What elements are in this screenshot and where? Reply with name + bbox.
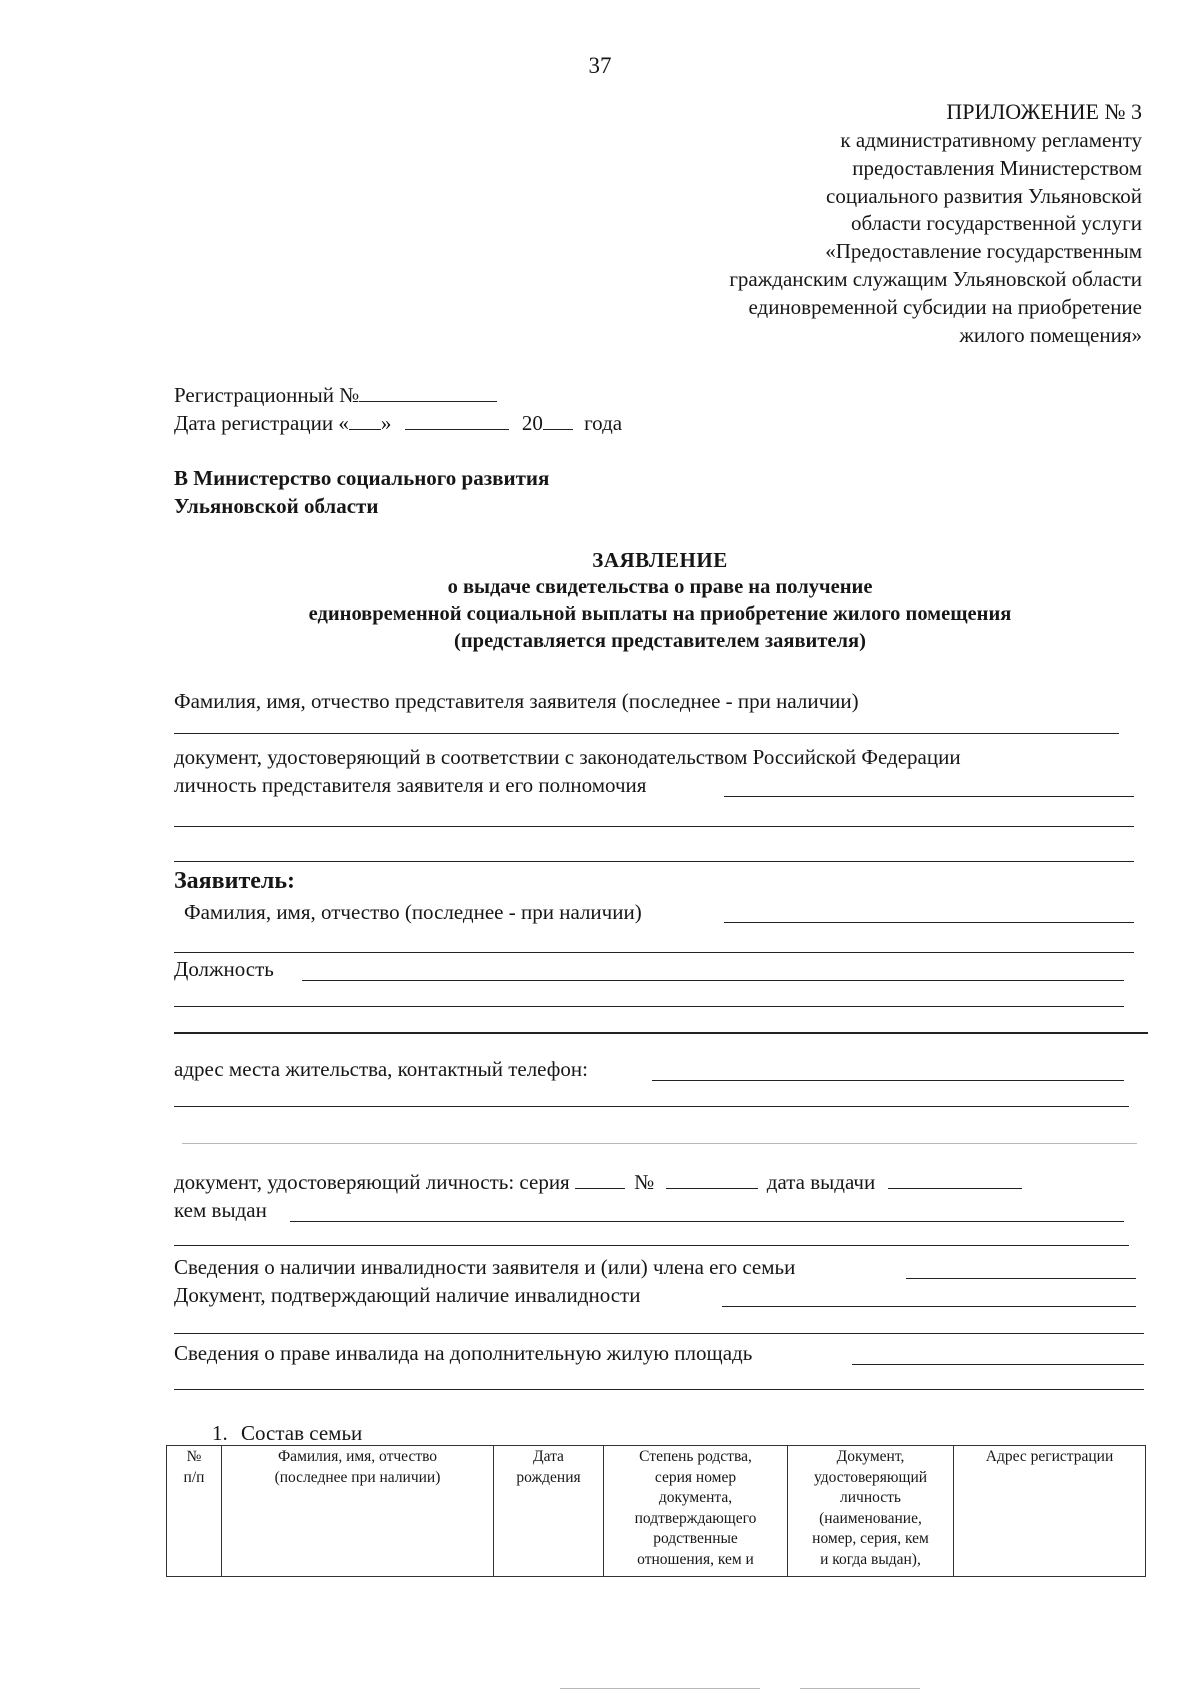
addressee-line2: Ульяновской области (174, 494, 379, 518)
registration-number-row (174, 381, 497, 409)
extra-space-field[interactable] (852, 1364, 1144, 1365)
applicant-address-extra-line[interactable] (174, 1106, 1129, 1107)
registration-year-field[interactable] (543, 411, 573, 430)
appendix-heading: ПРИЛОЖЕНИЕ № 3 (946, 99, 1142, 124)
header-line: (последнее при наличии) (274, 1468, 441, 1486)
representative-doc-field[interactable] (724, 796, 1134, 797)
appendix-line: единовременной субсидии на приобретение (748, 294, 1142, 319)
applicant-position-field[interactable] (302, 980, 1124, 981)
registration-quote-close: » (380, 411, 392, 435)
applicant-name-field[interactable] (724, 922, 1134, 923)
header-line: № (186, 1448, 202, 1465)
representative-name-label: Фамилия, имя, отчество представителя заявителя (последнее - при наличии) (174, 689, 859, 713)
applicant-address-extra-line[interactable] (182, 1143, 1137, 1144)
registration-day-field[interactable] (349, 411, 381, 430)
header-line: документа, (658, 1489, 733, 1506)
header-line: Адрес регистрации (985, 1448, 1114, 1465)
applicant-name-label: Фамилия, имя, отчество (последнее - при наличии) (184, 900, 642, 924)
extra-space-label: Сведения о праве инвалида на дополнительную жилую площадь (174, 1341, 753, 1365)
title-line2: о выдаче свидетельства о праве на получение (447, 576, 873, 598)
section-divider (174, 1032, 1148, 1034)
header-line: номер, серия, кем (812, 1530, 929, 1547)
representative-doc-line2: личность представителя заявителя и его полномочия (174, 773, 647, 797)
header-line: серия номер (654, 1468, 737, 1486)
scan-artifact-line (560, 1688, 760, 1689)
applicant-id-date-field[interactable] (888, 1170, 1022, 1189)
family-heading (212, 1419, 362, 1447)
scan-artifact-line (800, 1688, 920, 1689)
family-col-name (222, 1446, 494, 1577)
title-block (160, 546, 1160, 655)
registration-date-row (174, 409, 622, 437)
applicant-id-number-field[interactable] (666, 1170, 758, 1189)
appendix-line: к административному регламенту (840, 128, 1142, 152)
page-number: 37 (588, 53, 612, 78)
header-line: личность (840, 1489, 901, 1506)
title-line3: единовременной социальной выплаты на приобретение жилого помещения (308, 603, 1012, 625)
header-line: Документ, (836, 1448, 905, 1465)
header-line: удостоверяющий (813, 1468, 928, 1486)
representative-doc-extra-line[interactable] (174, 826, 1134, 827)
addressee-line1: В Министерство социального развития (174, 466, 550, 490)
header-line: родственные (653, 1530, 738, 1547)
family-col-address (954, 1446, 1146, 1577)
disability-doc-label: Документ, подтверждающий наличие инвалидности (174, 1283, 641, 1307)
applicant-id-doc-label: документ, удостоверяющий личность: серия (174, 1170, 570, 1194)
header-line: отношения, кем и (637, 1550, 754, 1568)
family-col-id-document (788, 1446, 954, 1577)
disability-info-label: Сведения о наличии инвалидности заявителя и (или) члена его семьи (174, 1255, 796, 1279)
header-line: рождения (516, 1468, 581, 1486)
representative-doc-extra-line[interactable] (174, 861, 1134, 862)
appendix-line: социального развития Ульяновской (826, 183, 1142, 208)
family-heading-number: 1. (212, 1421, 228, 1445)
registration-month-field[interactable] (405, 411, 509, 430)
applicant-position-label: Должность (174, 957, 274, 981)
representative-name-field[interactable] (174, 733, 1119, 734)
appendix-line: предоставления Министерством (852, 155, 1142, 180)
header-line: подтверждающего (634, 1509, 757, 1527)
header-line: Фамилия, имя, отчество (277, 1448, 438, 1465)
appendix-line: гражданским служащим Ульяновской области (729, 266, 1142, 291)
family-table (166, 1445, 1146, 1577)
family-heading-text: Состав семьи (241, 1421, 363, 1445)
registration-year-prefix: 20 (521, 411, 543, 435)
extra-space-extra-line[interactable] (174, 1389, 1144, 1390)
disability-doc-extra-line[interactable] (174, 1333, 1144, 1334)
applicant-id-series-field[interactable] (575, 1170, 625, 1189)
header-line: п/п (183, 1468, 205, 1486)
header-line: Степень родства, (639, 1448, 752, 1465)
disability-info-field[interactable] (906, 1278, 1136, 1279)
family-table-header-row (167, 1446, 1146, 1577)
appendix-line: жилого помещения» (959, 322, 1142, 347)
appendix-block (640, 98, 1142, 349)
registration-number-field[interactable] (359, 383, 497, 402)
header-line: Дата (533, 1448, 564, 1465)
document-title: ЗАЯВЛЕНИЕ (592, 548, 728, 572)
family-col-birthdate (494, 1446, 604, 1577)
registration-date-label: Дата регистрации « (174, 411, 349, 435)
applicant-issued-by-label: кем выдан (174, 1198, 267, 1222)
header-line: и когда выдан), (820, 1550, 921, 1568)
disability-doc-field[interactable] (722, 1306, 1136, 1307)
representative-doc-line1: документ, удостоверяющий в соответствии с законодательством Российской Федерации (174, 745, 961, 769)
title-line4: (представляется представителем заявителя) (454, 630, 866, 652)
registration-year-suffix: года (584, 411, 623, 435)
applicant-id-date-label: дата выдачи (766, 1170, 876, 1194)
applicant-id-doc-row (174, 1168, 1022, 1196)
applicant-address-field[interactable] (652, 1080, 1124, 1081)
appendix-line: области государственной услуги (850, 211, 1142, 236)
registration-number-label: Регистрационный № (174, 383, 360, 407)
applicant-id-number-label: № (634, 1170, 655, 1194)
applicant-address-label: адрес места жительства, контактный телефон: (174, 1057, 588, 1081)
appendix-line: «Предоставление государственным (825, 239, 1142, 264)
applicant-position-extra-line[interactable] (174, 1006, 1124, 1007)
applicant-name-extra-line[interactable] (174, 952, 1134, 953)
applicant-heading: Заявитель: (174, 868, 296, 894)
family-col-number (167, 1446, 222, 1577)
header-line: (наименование, (819, 1509, 922, 1527)
family-col-kinship (604, 1446, 788, 1577)
applicant-issued-by-extra-line[interactable] (174, 1245, 1129, 1246)
applicant-issued-by-field[interactable] (290, 1221, 1124, 1222)
